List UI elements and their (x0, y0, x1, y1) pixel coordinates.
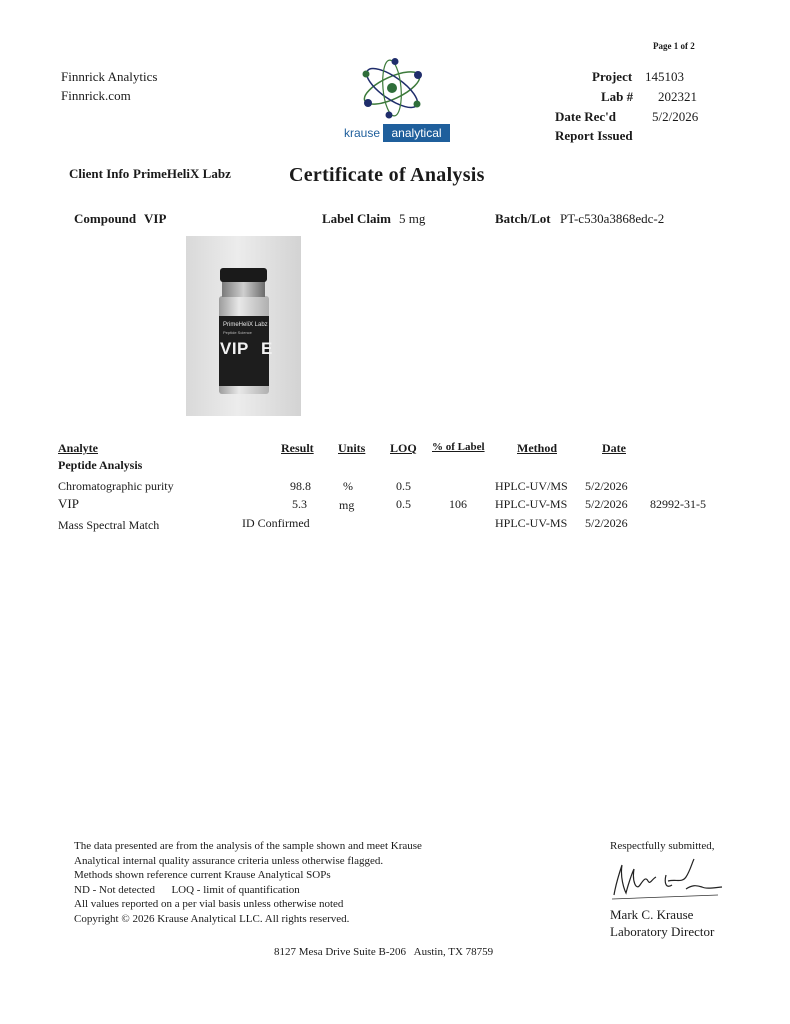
footer-note-line: The data presented are from the analysis of the sample shown and meet Krause (74, 840, 422, 852)
client-info-value: PrimeHeliX Labz (133, 166, 231, 181)
vial-cap (220, 268, 267, 282)
page-number: Page 1 of 2 (653, 41, 695, 51)
footer-note-line: All values reported on a per vial basis unless otherwise noted (74, 898, 344, 910)
company-website[interactable]: Finnrick.com (61, 88, 131, 103)
signer-title: Laboratory Director (610, 924, 715, 939)
header-method: Method (517, 441, 557, 455)
vial-name-extra: E (261, 339, 273, 358)
header-pct-label: % of Label (432, 441, 485, 453)
vial-brand-text: PrimeHeliX Labz (223, 322, 268, 328)
lab-number-value: 202321 (658, 89, 697, 104)
client-info-label: Client Info (69, 166, 130, 181)
row-date: 5/2/2026 (585, 516, 628, 530)
row-analyte: Chromatographic purity (58, 479, 174, 493)
row-method: HPLC-UV-MS (495, 497, 568, 511)
logo-word-analytical: analytical (383, 124, 450, 142)
document-title: Certificate of Analysis (289, 164, 485, 186)
row-date: 5/2/2026 (585, 497, 628, 511)
batch-lot-label: Batch/Lot (495, 211, 551, 226)
footer-note-line: ND - Not detected LOQ - limit of quantification (74, 883, 300, 896)
header-date: Date (602, 441, 626, 455)
row-analyte: VIP (58, 496, 79, 511)
row-pct-label: 106 (449, 497, 467, 511)
date-received-value: 5/2/2026 (652, 109, 699, 124)
section-peptide-analysis: Peptide Analysis (58, 458, 143, 472)
row-method: HPLC-UV-MS (495, 516, 568, 530)
signature-image (606, 855, 726, 905)
row-loq: 0.5 (396, 497, 411, 511)
project-value: 145103 (645, 69, 684, 84)
batch-lot-value: PT-c530a3868edc-2 (560, 211, 665, 226)
lab-address: 8127 Mesa Drive Suite B-206 Austin, TX 78759 (274, 946, 494, 958)
row-result: ID Confirmed (242, 516, 310, 530)
logo-word-krause: krause (340, 124, 383, 142)
row-units: mg (339, 498, 355, 512)
row-cas-number: 82992-31-5 (650, 497, 706, 511)
row-loq: 0.5 (396, 479, 411, 493)
footer-notes (74, 839, 422, 926)
label-claim-label: Label Claim (322, 211, 391, 226)
respectfully-submitted: Respectfully submitted, (610, 840, 715, 852)
footer-note-line: Analytical internal quality assurance criteria unless otherwise flagged. (74, 854, 384, 867)
header-result: Result (281, 441, 314, 455)
signer-name: Mark C. Krause (610, 907, 694, 922)
atom-icon (340, 58, 450, 124)
compound-value: VIP (144, 211, 167, 226)
row-analyte: Mass Spectral Match (58, 518, 160, 532)
krause-analytical-logo (340, 58, 450, 144)
date-received-label: Date Rec'd (555, 109, 617, 124)
row-result: 5.3 (292, 497, 307, 511)
project-label: Project (592, 69, 633, 84)
row-method: HPLC-UV/MS (495, 479, 568, 493)
lab-number-label: Lab # (601, 89, 634, 104)
row-result: 98.8 (290, 479, 311, 493)
label-claim-value: 5 mg (399, 211, 426, 226)
company-name: Finnrick Analytics (61, 69, 158, 84)
vial-sub-text: Peptide Science (223, 330, 252, 335)
row-date: 5/2/2026 (585, 479, 628, 493)
sample-vial-photo (186, 236, 301, 416)
header-loq: LOQ (390, 441, 417, 455)
compound-label: Compound (74, 211, 137, 226)
footer-note-line: Copyright © 2026 Krause Analytical LLC. All rights reserved. (74, 912, 350, 925)
header-analyte: Analyte (58, 441, 98, 455)
row-units: % (343, 479, 353, 493)
vial-name-text: VIP (220, 339, 249, 358)
vial-neck (222, 281, 265, 297)
header-units: Units (338, 441, 366, 455)
footer-note-line: Methods shown reference current Krause Analytical SOPs (74, 869, 331, 881)
report-issued-label: Report Issued (555, 128, 633, 143)
